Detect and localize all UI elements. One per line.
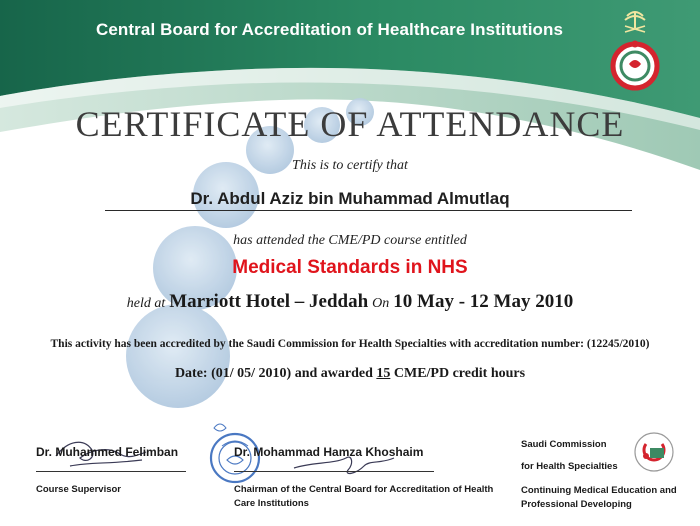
venue: Marriott Hotel – Jeddah — [169, 291, 369, 312]
middle-role-line-2: Care Institutions — [234, 498, 309, 509]
date-credit-line — [0, 366, 700, 382]
accreditation-statement: This activity has been accredited by the Saudi Commission for Health Specialties with accreditation number: (12245/2010) — [50, 338, 650, 350]
date-suffix: CME/PD credit hours — [393, 366, 526, 381]
left-signature-line — [36, 471, 186, 472]
commission-desc — [521, 484, 677, 512]
recipient-name: Dr. Abdul Aziz bin Muhammad Almutlaq — [190, 189, 510, 208]
left-signatory-name: Dr. Muhammed Felimban — [36, 445, 179, 459]
credit-hours: 15 — [376, 366, 391, 381]
intro-text: This is to certify that — [292, 158, 408, 173]
venue-line — [0, 291, 700, 313]
attended-text: has attended the CME/PD course entitled — [233, 233, 467, 248]
organization-title: Central Board for Accreditation of Healthcare Institutions — [96, 20, 564, 39]
recipient-underline — [105, 210, 632, 211]
scfhs-emblem-icon — [632, 430, 676, 474]
commission-desc-line-2: Professional Developing — [521, 499, 632, 510]
left-signatory-role: Course Supervisor — [36, 484, 121, 495]
middle-signature-line — [234, 471, 434, 472]
cbahi-emblem-icon — [605, 6, 665, 98]
date-prefix: Date: (01/ 05/ 2010) and awarded — [174, 366, 373, 381]
commission-name-line-2: for Health Specialties — [521, 461, 618, 472]
certificate-title: CERTIFICATE OF ATTENDANCE — [75, 104, 625, 144]
on-label: On — [372, 296, 390, 311]
middle-signatory-role — [234, 483, 493, 511]
commission-desc-line-1: Continuing Medical Education and — [521, 485, 677, 496]
middle-signatory-name: Dr. Mohammad Hamza Khoshaim — [234, 445, 424, 459]
middle-role-line-1: Chairman of the Central Board for Accreditation of Health — [234, 484, 494, 495]
course-title: Medical Standards in NHS — [232, 257, 468, 278]
course-dates: 10 May - 12 May 2010 — [393, 291, 574, 312]
held-at-label: held at — [126, 296, 166, 311]
commission-name-line-1: Saudi Commission — [521, 439, 607, 450]
